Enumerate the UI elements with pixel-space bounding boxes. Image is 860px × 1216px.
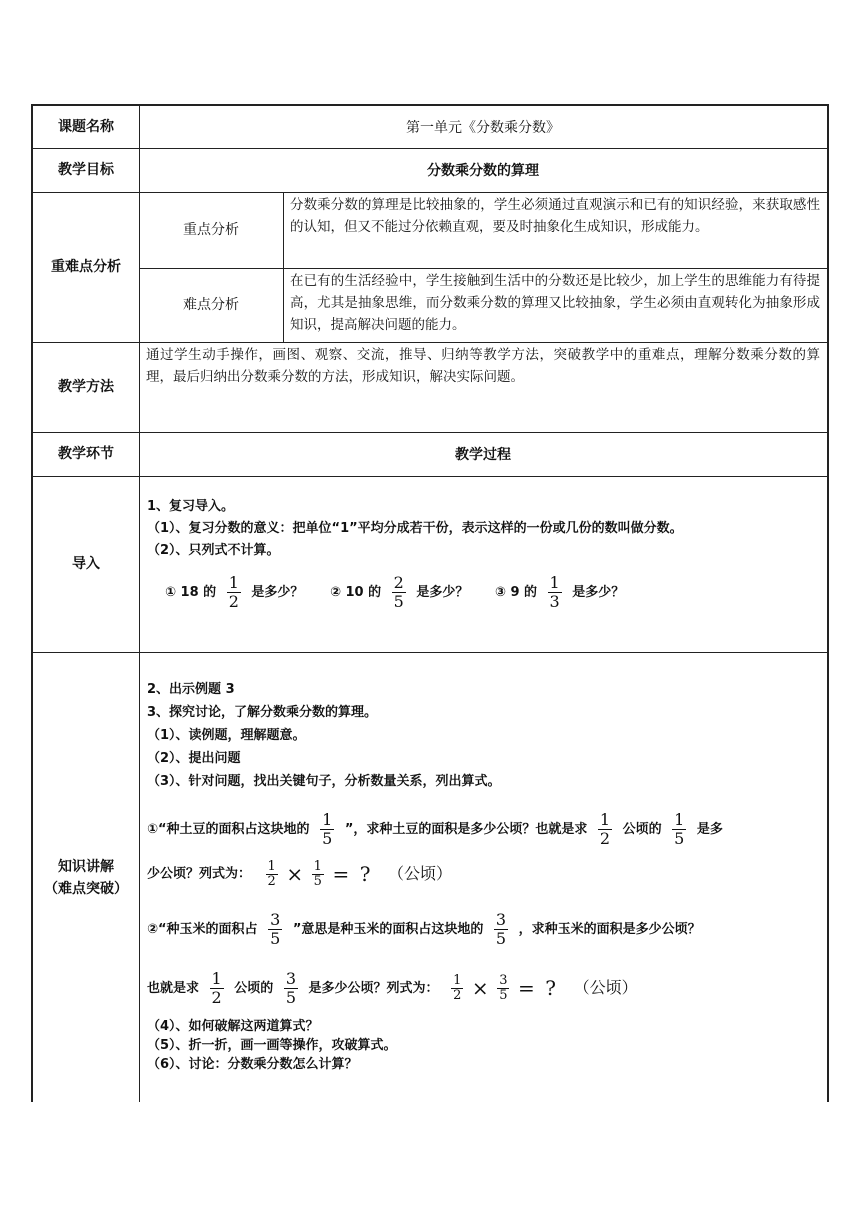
difficult-analysis-text: 在已有的生活经验中，学生接触到生活中的分数还是比较少，加上学生的思维能力有待提高，尤其是抽象思维，而分数乘分数的算理又比较抽象，学生必须由直观转化为抽象形成知识，提高解决问题的能力。 [290,273,820,333]
knowledge-content [147,678,821,1102]
fraction: $\frac{1}{5}$ [674,810,685,848]
intro-line: （2）、只列式不计算。 [147,543,280,558]
intro-line: （1）、复习分数的意义：把单位“1”平均分成若干份，表示这样的一份或几份的数叫做分数。 [147,521,683,536]
equals-sign: = [332,862,350,886]
intro-line: 1、复习导入。 [147,499,235,514]
fraction: $\frac{3}{5}$ [495,909,507,948]
row-divider [33,476,827,477]
knowledge-label: 知识讲解 （难点突破） [44,859,128,897]
process-title: 教学过程 [455,447,511,463]
example-potato-line: ①“种土豆的面积占这块地的 $\frac{1}{5}$ ”，求种土豆的面积是多少公顷？也就是求 $\frac{1}{2}$ 公顷的 $\frac{1}{5}$ 是多 [147,810,723,848]
fraction: $\frac{2}{5}$ [393,573,404,611]
difficult-analysis-label: 难点分析 [183,297,239,313]
equals-sign: = [518,976,535,1000]
fraction: $\frac{3}{5}$ [499,972,508,1003]
times-sign: × [286,862,304,886]
question-2-suffix: 是多少？ [416,585,469,600]
question-3-prefix: ③ 9 的 [494,585,538,600]
intro-questions [147,574,821,611]
knowledge-line: （6）、讨论：分数乘分数怎么计算？ [147,1056,358,1072]
knowledge-line: 2、出示例题 3 [147,682,235,697]
fraction: $\frac{1}{5}$ [313,858,322,889]
question-mark: ? [545,976,557,1000]
fraction: $\frac{3}{5}$ [285,968,296,1007]
knowledge-line: （5）、折一折，画一画等操作，攻破算式。 [147,1037,397,1053]
fraction: $\frac{1}{2}$ [453,972,462,1003]
knowledge-line: 3、探究讨论，了解分数乘分数的算理。 [147,705,378,720]
fraction: $\frac{1}{2}$ [267,858,276,889]
process-label: 教学环节 [58,446,114,462]
knowledge-line: （4）、如何破解这两道算式？ [147,1018,319,1034]
fraction: $\frac{1}{3}$ [549,573,560,611]
fraction: $\frac{1}{2}$ [599,810,611,848]
question-1-prefix: ① 18 的 [165,585,217,600]
fraction: $\frac{1}{5}$ [322,810,333,848]
unit-hectare: （公顷） [573,978,638,997]
example-potato-equation: 少公顷？列式为： $\frac{1}{2}$ × $\frac{1}{5}$ = ? （公顷） [147,858,453,889]
question-mark: ? [359,862,371,886]
knowledge-line: （3）、针对问题，找出关键句子，分析数量关系，列出算式。 [147,774,501,789]
key-analysis-label: 重点分析 [183,222,239,238]
question-3-suffix: 是多少？ [572,585,625,600]
row-divider [33,342,827,343]
knowledge-line: （2）、提出问题 [147,751,241,766]
lesson-table [31,104,829,1102]
fraction: $\frac{1}{2}$ [211,968,222,1007]
fraction: $\frac{3}{5}$ [270,909,281,948]
method-text: 通过学生动手操作，画图、观察、交流，推导、归纳等教学方法，突破教学中的重难点，理解分数乘分数的算理，最后归纳出分数乘分数的方法，形成知识，解决实际问题。 [146,347,820,385]
row-divider [33,652,827,653]
question-1-suffix: 是多少？ [251,585,304,600]
times-sign: × [471,976,489,1000]
goal-label: 教学目标 [58,162,114,178]
intro-label: 导入 [72,556,100,572]
goal-value: 分数乘分数的算理 [427,163,539,179]
question-2-prefix: ② 10 的 [329,585,382,600]
fraction: $\frac{1}{2}$ [228,573,239,611]
example-corn-line: ②“种玉米的面积占 $\frac{3}{5}$ ”意思是种玉米的面积占这块地的 $\frac{3}{5}$ ，求种玉米的面积是多少公顷？ [147,909,701,948]
course-title: 第一单元《分数乘分数》 [406,120,560,136]
example-corn-equation: 也就是求 $\frac{1}{2}$ 公顷的 $\frac{3}{5}$ 是多少公顷？列式为： $\frac{1}{2}$ × $\frac{3}{5}$ = ? （公顷） [147,968,638,1007]
method-label: 教学方法 [58,379,114,395]
unit-hectare: （公顷） [388,864,453,883]
knowledge-line: （1）、读例题，理解题意。 [147,728,306,743]
analysis-label: 重难点分析 [51,259,121,275]
key-analysis-text: 分数乘分数的算理是比较抽象的，学生必须通过直观演示和已有的知识经验，来获取感性的认知，但又不能过分依赖直观，要及时抽象化生成知识，形成能力。 [290,197,820,235]
intro-content [147,496,821,646]
course-label: 课题名称 [58,119,114,135]
